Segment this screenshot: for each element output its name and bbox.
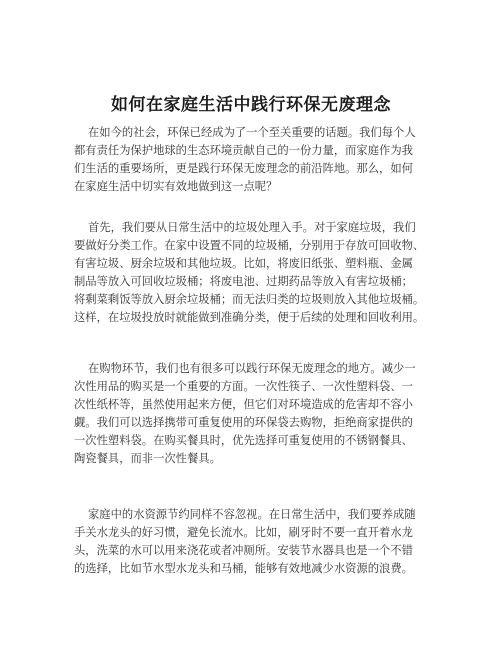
text-line: 将剩菜剩饭等放入厨余垃圾桶；而无法归类的垃圾则放入其他垃圾桶。: [74, 293, 425, 306]
text-line: 这样，在垃圾投放时就能做到准确分类，便于后续的处理和回收利用。: [74, 311, 425, 324]
text-line: 在购物环节，我们也有很多可以践行环保无废理念的地方。减少一: [88, 362, 416, 375]
text-line: 一次性塑料袋。在购买餐具时，优先选择可重复使用的不锈钢餐具、: [74, 434, 413, 447]
text-line: 次性用品的购买是一个重要的方面。一次性筷子、一次性塑料袋、一: [74, 380, 413, 393]
text-line: 头，洗菜的水可以用来浇花或者冲厕所。安装节水器具也是一个不错: [74, 544, 413, 557]
text-line: 次性纸杯等，虽然使用起来方便，但它们对环境造成的危害却不容小: [74, 398, 413, 411]
text-line: 制品等放入可回收垃圾桶；将废电池、过期药品等放入有害垃圾桶；: [74, 275, 413, 288]
text-line: 在家庭生活中切实有效地做到这一点呢？: [74, 180, 278, 193]
text-line: 手关水龙头的好习惯，避免长流水。比如，刷牙时不要一直开着水龙: [74, 526, 413, 539]
text-line: 们生活的重要场所，更是践行环保无废理念的前沿阵地。那么，如何: [74, 162, 413, 175]
document-title: 如何在家庭生活中践行环保无废理念: [111, 95, 391, 115]
text-line: 要做好分类工作。在家中设置不同的垃圾桶，分别用于存放可回收物、: [74, 239, 425, 252]
paragraph-intro: [74, 124, 454, 196]
text-line: 家庭中的水资源节约同样不容忽视。在日常生活中，我们要养成随: [88, 508, 416, 521]
paragraph-water-saving: [74, 506, 454, 578]
text-line: 陶瓷餐具，而非一次性餐具。: [74, 452, 221, 465]
text-line: 觑。我们可以选择携带可重复使用的环保袋去购物，拒绝商家提供的: [74, 416, 413, 429]
text-line: 有害垃圾、厨余垃圾和其他垃圾。比如，将废旧纸张、塑料瓶、金属: [74, 257, 413, 270]
text-line: 在如今的社会，环保已经成为了一个至关重要的话题。我们每个人: [88, 126, 416, 139]
text-line: 都有责任为保护地球的生态环境贡献自己的一份力量，而家庭作为我: [74, 144, 413, 157]
paragraph-waste-sorting: [74, 219, 454, 327]
paragraph-shopping: [74, 360, 454, 468]
text-line: 首先，我们要从日常生活中的垃圾处理入手。对于家庭垃圾，我们: [88, 221, 416, 234]
text-line: 的选择，比如节水型水龙头和马桶，能够有效地减少水资源的浪费。: [74, 562, 413, 575]
